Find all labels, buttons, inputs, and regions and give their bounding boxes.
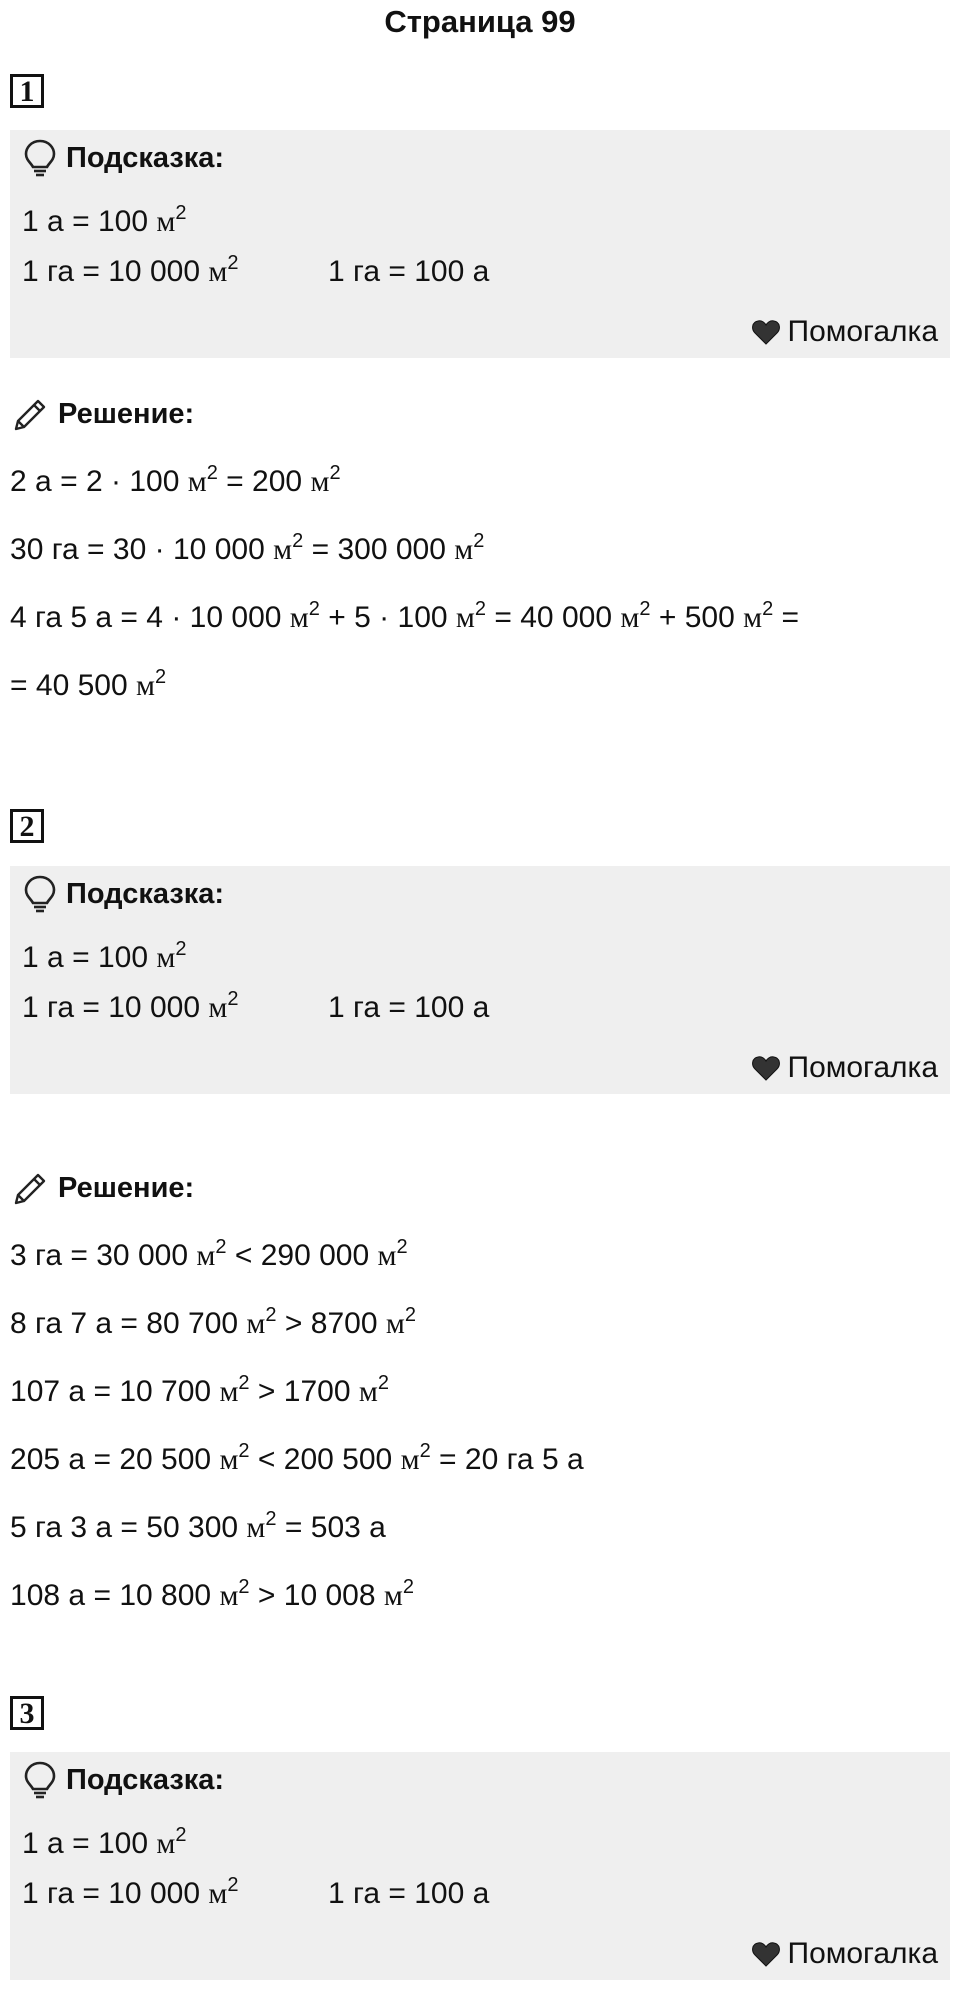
hint-title: Подсказка: — [66, 1763, 225, 1796]
solution-title: Решение: — [58, 1171, 195, 1204]
solution-line: 3 га = 30 000 $м^2 < 290$ 000 $м^2$ — [10, 1236, 408, 1272]
lightbulb-icon — [22, 138, 58, 178]
solution-line: 2 а = 2 · 100 $м^2 = 200$ $м^2$ — [10, 462, 341, 498]
solution-line: 108 а = 10 800 $м^2 > 10$ 008 $м^2$ — [10, 1576, 414, 1612]
solution-line: = 40 500 $м^2$ — [10, 666, 167, 702]
brand-pomogalka[interactable] — [752, 1048, 939, 1088]
brand-pomogalka[interactable] — [752, 1934, 939, 1974]
hint-line-2b: 1 га = 100 а — [328, 1877, 490, 1910]
brand-label: Помогалка — [787, 315, 938, 348]
hint-title: Подсказка: — [66, 141, 225, 174]
hint-header — [22, 1760, 224, 1800]
page-title: Страница 99 — [384, 4, 576, 39]
hint-box-1 — [10, 130, 950, 358]
hint-box-3 — [10, 1752, 950, 1980]
hint-line-2a: 1 га = 10 000 $м^2$ — [22, 988, 239, 1024]
solution-line: 205 а = 20 500 $м^2 < 200$ 500 $м^2 = 20$ га 5 а — [10, 1440, 584, 1476]
pencil-icon — [10, 393, 52, 435]
brand-label: Помогалка — [787, 1051, 938, 1084]
solution-title: Решение: — [58, 397, 195, 430]
brand-label: Помогалка — [787, 1937, 938, 1970]
hint-line-2a: 1 га = 10 000 $м^2$ — [22, 252, 239, 288]
hint-title: Подсказка: — [66, 877, 225, 910]
solution-header-2 — [10, 1168, 194, 1208]
hint-line-2a: 1 га = 10 000 $м^2$ — [22, 1874, 239, 1910]
task-number-1: 1 — [10, 74, 44, 108]
hint-line-1: 1 а = 100 $м^2$ — [22, 202, 187, 238]
hint-header — [22, 874, 224, 914]
hint-line-1: 1 а = 100 $м^2$ — [22, 938, 187, 974]
hint-header — [22, 138, 224, 178]
hint-line-2b: 1 га = 100 а — [328, 255, 490, 288]
hint-line-2 — [22, 1874, 490, 1914]
hint-box-2 — [10, 866, 950, 1094]
solution-line: 107 а = 10 700 $м^2 > 1700$ $м^2$ — [10, 1372, 389, 1408]
hint-line-1: 1 а = 100 $м^2$ — [22, 1824, 187, 1860]
hint-line-2 — [22, 252, 490, 292]
lightbulb-icon — [22, 874, 58, 914]
pencil-icon — [10, 1167, 52, 1209]
heart-icon — [752, 1941, 780, 1967]
solution-line: 30 га = 30 · 10 000 $м^2 = 300$ 000 $м^2$ — [10, 530, 485, 566]
brand-pomogalka[interactable] — [752, 312, 939, 352]
solution-line: 5 га 3 а = 50 300 $м^2 = 503$ а — [10, 1508, 386, 1544]
hint-line-2b: 1 га = 100 а — [328, 991, 490, 1024]
lightbulb-icon — [22, 1760, 58, 1800]
solution-header-1 — [10, 394, 194, 434]
heart-icon — [752, 1055, 780, 1081]
heart-icon — [752, 319, 780, 345]
hint-line-2 — [22, 988, 490, 1028]
task-number-3: 3 — [10, 1696, 44, 1730]
solution-line: 4 га 5 а = 4 · 10 000 $м^2 + 5 \cdot 100$ $м^2 = 40$ 000 $м^2 + 500$ $м^2$ = — [10, 598, 800, 634]
task-number-2: 2 — [10, 809, 44, 843]
solution-line: 8 га 7 а = 80 700 $м^2 > 8700$ $м^2$ — [10, 1304, 416, 1340]
